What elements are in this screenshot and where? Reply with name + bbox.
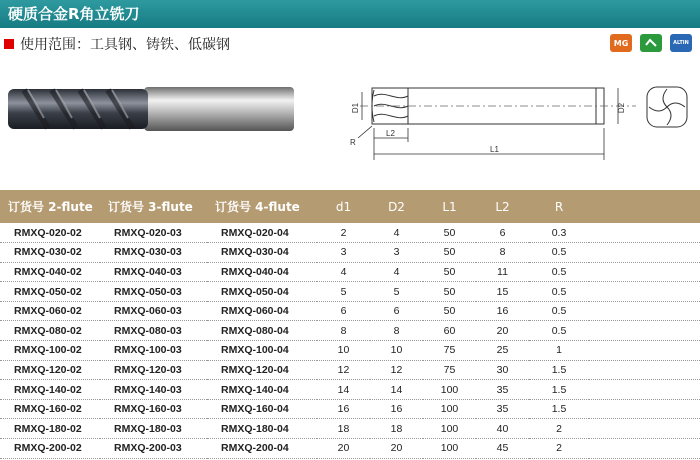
table-cell: 1.5 <box>529 360 589 380</box>
table-cell: 1 <box>529 341 589 361</box>
table-cell: RMXQ-200-03 <box>100 439 207 459</box>
table-row <box>0 301 700 321</box>
table-cell: 10 <box>317 341 370 361</box>
table-cell: 100 <box>423 380 476 400</box>
table-cell: 3 <box>370 243 423 263</box>
table-cell: 35 <box>476 380 529 400</box>
table-cell: 16 <box>476 301 529 321</box>
table-cell: 1.5 <box>529 380 589 400</box>
table-cell: 11 <box>476 262 529 282</box>
table-cell: RMXQ-020-04 <box>207 223 317 243</box>
col-2flute: 订货号 2-flute <box>0 190 100 223</box>
table-cell: RMXQ-030-04 <box>207 243 317 263</box>
table-cell: 100 <box>423 399 476 419</box>
table-cell: RMXQ-060-02 <box>0 301 100 321</box>
table-cell: RMXQ-060-03 <box>100 301 207 321</box>
table-cell: RMXQ-060-04 <box>207 301 317 321</box>
table-row <box>0 282 700 302</box>
table-cell: 75 <box>423 360 476 380</box>
table-cell: 12 <box>370 360 423 380</box>
table-cell: 0.5 <box>529 282 589 302</box>
table-cell: RMXQ-120-02 <box>0 360 100 380</box>
table-cell: 8 <box>317 321 370 341</box>
table-cell: RMXQ-100-04 <box>207 341 317 361</box>
altin-badge-icon: ALTIN <box>670 34 692 52</box>
col-r: R <box>529 190 589 223</box>
col-l2: L2 <box>476 190 529 223</box>
row-filler <box>589 301 700 321</box>
row-filler <box>589 223 700 243</box>
table-cell: 14 <box>370 380 423 400</box>
table-cell: 4 <box>317 262 370 282</box>
row-filler <box>589 380 700 400</box>
table-cell: 0.5 <box>529 321 589 341</box>
table-row <box>0 360 700 380</box>
table-cell: 10 <box>370 341 423 361</box>
table-row <box>0 223 700 243</box>
table-cell: RMXQ-200-02 <box>0 439 100 459</box>
table-cell: RMXQ-040-02 <box>0 262 100 282</box>
table-row <box>0 380 700 400</box>
table-cell: 45 <box>476 439 529 459</box>
table-cell: 50 <box>423 301 476 321</box>
table-cell: 16 <box>317 399 370 419</box>
table-cell: 15 <box>476 282 529 302</box>
table-cell: 6 <box>476 223 529 243</box>
table-cell: RMXQ-140-03 <box>100 380 207 400</box>
usage-scope <box>4 35 230 53</box>
end-mill-photo <box>4 82 304 146</box>
col-l1: L1 <box>423 190 476 223</box>
table-cell: 0.5 <box>529 243 589 263</box>
col-4flute: 订货号 4-flute <box>207 190 317 223</box>
table-cell: 5 <box>370 282 423 302</box>
table-cell: 0.5 <box>529 262 589 282</box>
header-filler <box>589 190 700 223</box>
table-cell: RMXQ-200-04 <box>207 439 317 459</box>
row-filler <box>589 439 700 459</box>
col-3flute: 订货号 3-flute <box>100 190 207 223</box>
table-cell: RMXQ-160-03 <box>100 399 207 419</box>
row-filler <box>589 262 700 282</box>
table-cell: 3 <box>317 243 370 263</box>
usage-scope-text: 使用范围：工具钢、铸铁、低碳钢 <box>20 37 230 53</box>
red-square-icon <box>4 39 14 49</box>
table-cell: 16 <box>370 399 423 419</box>
table-cell: 1.5 <box>529 399 589 419</box>
row-filler <box>589 419 700 439</box>
table-cell: RMXQ-160-02 <box>0 399 100 419</box>
col-d2: D2 <box>370 190 423 223</box>
l1-label: L1 <box>490 145 499 154</box>
coating-badges <box>610 34 692 52</box>
table-cell: RMXQ-180-03 <box>100 419 207 439</box>
table-row <box>0 243 700 263</box>
table-cell: 0.3 <box>529 223 589 243</box>
table-cell: RMXQ-050-03 <box>100 282 207 302</box>
d2-label: D2 <box>617 102 626 114</box>
table-cell: RMXQ-040-04 <box>207 262 317 282</box>
table-cell: RMXQ-120-04 <box>207 360 317 380</box>
page-title: 硬质合金R角立铣刀 <box>0 0 700 28</box>
table-cell: 6 <box>370 301 423 321</box>
end-view-drawing <box>645 85 689 129</box>
table-cell: RMXQ-100-03 <box>100 341 207 361</box>
table-cell: 50 <box>423 282 476 302</box>
table-row <box>0 341 700 361</box>
table-header-row <box>0 190 700 223</box>
table-cell: 4 <box>370 223 423 243</box>
row-filler <box>589 321 700 341</box>
row-filler <box>589 243 700 263</box>
row-filler <box>589 282 700 302</box>
table-cell: 20 <box>317 439 370 459</box>
table-cell: 2 <box>529 419 589 439</box>
table-body <box>0 223 700 458</box>
table-cell: RMXQ-030-02 <box>0 243 100 263</box>
table-cell: RMXQ-050-02 <box>0 282 100 302</box>
table-cell: RMXQ-080-04 <box>207 321 317 341</box>
table-cell: RMXQ-100-02 <box>0 341 100 361</box>
table-cell: 50 <box>423 243 476 263</box>
table-cell: 75 <box>423 341 476 361</box>
table-row <box>0 321 700 341</box>
table-cell: 100 <box>423 419 476 439</box>
table-cell: RMXQ-080-03 <box>100 321 207 341</box>
r-label: R <box>350 138 356 147</box>
table-cell: 4 <box>370 262 423 282</box>
mg-badge-icon: MG <box>610 34 632 52</box>
spec-table <box>0 190 700 459</box>
d1-label: D1 <box>351 102 360 114</box>
col-d1: d1 <box>317 190 370 223</box>
table-row <box>0 439 700 459</box>
table-cell: RMXQ-020-02 <box>0 223 100 243</box>
table-cell: 50 <box>423 223 476 243</box>
table-cell: 2 <box>317 223 370 243</box>
table-cell: 20 <box>370 439 423 459</box>
table-cell: 5 <box>317 282 370 302</box>
table-cell: 0.5 <box>529 301 589 321</box>
green-check-badge-icon <box>640 34 662 52</box>
table-row <box>0 399 700 419</box>
table-cell: 100 <box>423 439 476 459</box>
table-cell: 30 <box>476 360 529 380</box>
table-cell: RMXQ-080-02 <box>0 321 100 341</box>
end-mill-drawing <box>340 72 640 172</box>
table-cell: 14 <box>317 380 370 400</box>
table-cell: 8 <box>476 243 529 263</box>
table-cell: 12 <box>317 360 370 380</box>
table-cell: 6 <box>317 301 370 321</box>
table-cell: RMXQ-050-04 <box>207 282 317 302</box>
table-cell: 60 <box>423 321 476 341</box>
table-cell: 8 <box>370 321 423 341</box>
l2-label: L2 <box>386 129 395 138</box>
table-cell: RMXQ-140-02 <box>0 380 100 400</box>
table-cell: 18 <box>370 419 423 439</box>
table-cell: RMXQ-140-04 <box>207 380 317 400</box>
table-cell: RMXQ-120-03 <box>100 360 207 380</box>
table-cell: RMXQ-160-04 <box>207 399 317 419</box>
table-cell: RMXQ-020-03 <box>100 223 207 243</box>
row-filler <box>589 341 700 361</box>
table-cell: 20 <box>476 321 529 341</box>
row-filler <box>589 360 700 380</box>
table-cell: 18 <box>317 419 370 439</box>
table-cell: RMXQ-040-03 <box>100 262 207 282</box>
table-cell: 40 <box>476 419 529 439</box>
table-row <box>0 262 700 282</box>
table-cell: RMXQ-180-04 <box>207 419 317 439</box>
table-cell: RMXQ-180-02 <box>0 419 100 439</box>
table-cell: 35 <box>476 399 529 419</box>
table-cell: RMXQ-030-03 <box>100 243 207 263</box>
table-cell: 2 <box>529 439 589 459</box>
table-row <box>0 419 700 439</box>
row-filler <box>589 399 700 419</box>
table-cell: 25 <box>476 341 529 361</box>
table-cell: 50 <box>423 262 476 282</box>
